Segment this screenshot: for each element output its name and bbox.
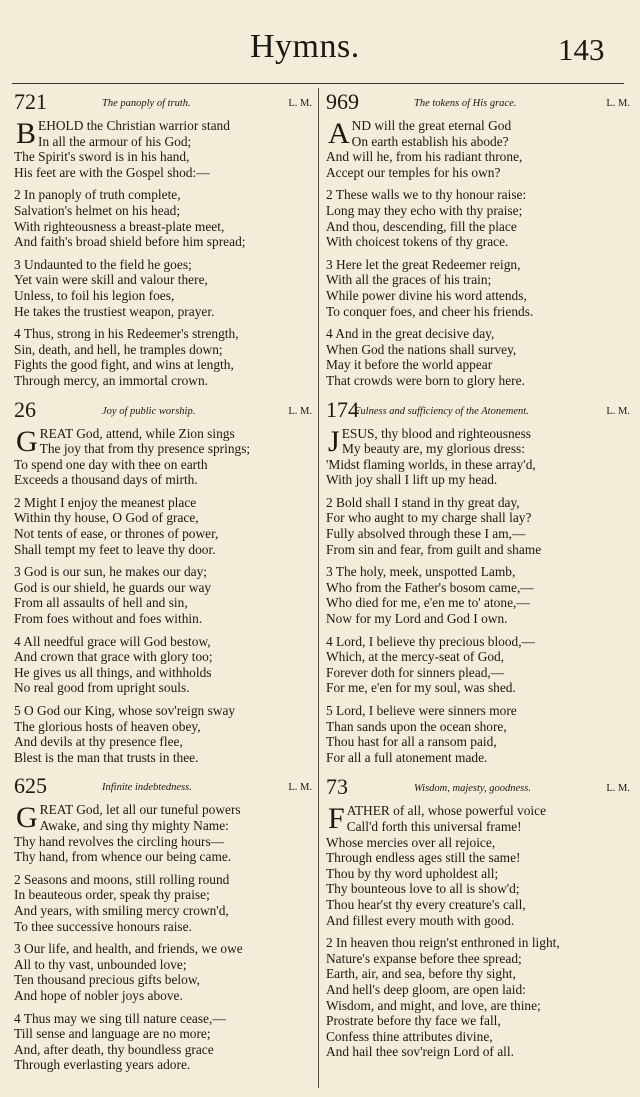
verse-line: Thy bounteous love to all is show'd;	[326, 881, 520, 897]
stanza	[14, 634, 312, 696]
verse-line: 5 Lord, I believe were sinners more	[326, 703, 517, 718]
hymn-header	[326, 396, 630, 426]
hymn-number: 625	[14, 773, 47, 799]
verse-line: And devils at thy presence flee,	[14, 734, 183, 750]
stanza	[14, 118, 312, 180]
verse-line: REAT God, let all our tuneful powers	[39, 802, 241, 818]
verse-line: Blest is the man that trusts in thee.	[14, 749, 199, 765]
stanza	[326, 495, 630, 557]
verse-line: And crown that grace with glory too;	[14, 649, 213, 665]
hymn	[326, 773, 630, 1060]
verse-line: The glorious hosts of heaven obey,	[14, 718, 201, 734]
hymn-number: 721	[14, 89, 47, 114]
stanza	[14, 495, 312, 557]
hymn-title: Infinite indebtedness.	[102, 782, 192, 794]
left-column	[14, 88, 312, 1080]
verse-line: Not tents of ease, or thrones of power,	[14, 526, 219, 542]
stanza	[14, 703, 312, 765]
hymn-header	[14, 772, 312, 802]
hymn-meter: L. M.	[288, 98, 312, 109]
hymn-title: Fulness and sufficiency of the Atonement.	[354, 405, 529, 417]
stanza	[14, 257, 312, 319]
verse-line: Fights the good fight, and wins at length,	[14, 357, 234, 373]
verse-line: While power divine his word attends,	[326, 287, 527, 303]
hymn-meter: L. M.	[288, 782, 312, 794]
stanza	[14, 872, 312, 934]
hymn	[326, 88, 630, 389]
verse-line: Accept our temples for his own?	[326, 164, 501, 180]
verse-line: For me, e'en for my soul, was shed.	[326, 680, 516, 696]
verse-line: With choicest tokens of thy grace.	[326, 234, 509, 250]
verse-line: And hail thee sov'reign Lord of all.	[326, 1044, 514, 1060]
page-header	[0, 0, 640, 90]
drop-cap: G	[16, 424, 38, 458]
verse-line: 4 All needful grace will God bestow,	[14, 633, 211, 649]
header-rule	[12, 83, 624, 84]
verse-line: To spend one day with thee on earth	[14, 456, 208, 472]
verse-line: Yet vain were skill and valour there,	[14, 272, 208, 288]
verse-line: 2 These walls we to thy honour raise:	[326, 187, 527, 203]
hymn-meter: L. M.	[606, 783, 630, 795]
hymn	[14, 396, 312, 766]
hymn	[14, 88, 312, 389]
drop-cap: B	[16, 117, 37, 150]
verse-line: EHOLD the Christian warrior stand	[38, 118, 230, 133]
hymn-title: The panoply of truth.	[102, 98, 191, 109]
verse-line: Long may they echo with thy praise;	[326, 202, 523, 218]
verse-line: Thou hear'st thy every creature's call,	[326, 896, 526, 912]
hymn-header	[14, 88, 312, 118]
verse-line: 4 And in the great decisive day,	[326, 326, 495, 342]
verse-line: Exceeds a thousand days of mirth.	[14, 472, 198, 488]
verse-line: And thou, descending, fill the place	[326, 218, 517, 234]
verse-line: 5 O God our King, whose sov'reign sway	[14, 703, 236, 718]
verse-line: 3 Our life, and health, and friends, we owe	[14, 941, 243, 957]
stanza	[14, 1011, 312, 1073]
hymn-number: 73	[326, 774, 348, 800]
verse-line: Than sands upon the ocean shore,	[326, 718, 507, 734]
verse-line: 'Midst flaming worlds, in these array'd,	[326, 456, 536, 472]
stanza	[326, 326, 630, 388]
drop-cap: J	[328, 424, 340, 458]
stanza	[326, 634, 630, 696]
verse-line: On earth establish his abode?	[351, 133, 509, 149]
hymn-meter: L. M.	[606, 98, 630, 109]
verse-line: 3 God is our sun, he makes our day;	[14, 564, 208, 580]
hymn	[14, 772, 312, 1073]
stanza	[14, 564, 312, 626]
verse-line: All to thy vast, unbounded love;	[14, 956, 187, 972]
verse-line: Thou hast for all a ransom paid,	[326, 734, 497, 750]
hymn-meter: L. M.	[288, 405, 312, 417]
verse-line: When God the nations shall survey,	[326, 341, 517, 357]
page-number: 143	[558, 32, 605, 67]
verse-line: For who aught to my charge shall lay?	[326, 510, 532, 526]
verse-line: Sin, death, and hell, he tramples down;	[14, 341, 223, 357]
verse-line: And faith's broad shield before him spread;	[14, 234, 246, 250]
verse-line: From foes without and foes within.	[14, 611, 203, 627]
verse-line: And hope of nobler joys above.	[14, 987, 183, 1003]
verse-line: He takes the trustiest weapon, prayer.	[14, 303, 215, 319]
verse-line: Who from the Father's bosom came,—	[326, 579, 534, 595]
stanza	[14, 426, 312, 488]
hymn-header	[326, 773, 630, 803]
verse-line: Ten thousand precious gifts below,	[14, 972, 200, 988]
hymn-title: The tokens of His grace.	[414, 98, 517, 109]
page-title: Hymns.	[250, 28, 360, 65]
hymn-title: Joy of public worship.	[102, 405, 196, 417]
stanza	[326, 118, 630, 180]
verse-line: From sin and fear, from guilt and shame	[326, 541, 542, 557]
verse-line: And will he, from his radiant throne,	[326, 149, 523, 165]
hymn-header	[326, 88, 630, 118]
drop-cap: A	[328, 117, 350, 150]
hymn	[326, 396, 630, 766]
verse-line: To thee successive honours raise.	[14, 918, 192, 934]
stanza	[326, 935, 630, 1060]
column-divider	[318, 88, 319, 1088]
verse-line: 2 Might I enjoy the meanest place	[14, 494, 197, 510]
stanza	[326, 703, 630, 765]
verse-line: 2 In heaven thou reign'st enthroned in light,	[326, 935, 560, 951]
verse-line: To conquer foes, and cheer his friends.	[326, 303, 534, 319]
verse-line: Call'd forth this universal frame!	[346, 818, 522, 834]
verse-line: ATHER of all, whose powerful voice	[346, 803, 547, 819]
verse-line: Unless, to foil his legion foes,	[14, 287, 175, 303]
verse-line: Confess thine attributes divine,	[326, 1028, 493, 1044]
verse-line: 3 The holy, meek, unspotted Lamb,	[326, 564, 516, 580]
verse-line: Shall tempt my feet to leave thy door.	[14, 541, 216, 557]
verse-line: Awake, and sing thy mighty Name:	[39, 817, 229, 833]
verse-line: Prostrate before thy face we fall,	[326, 1013, 501, 1029]
verse-line: May it before the world appear	[326, 357, 493, 373]
verse-line: Whose mercies over all rejoice,	[326, 834, 496, 850]
hymn-number: 969	[326, 89, 359, 114]
stanza	[326, 257, 630, 319]
stanza	[14, 941, 312, 1003]
hymn-title: Wisdom, majesty, goodness.	[414, 783, 531, 795]
verse-line: For all a full atonement made.	[326, 749, 488, 765]
verse-line: 2 Bold shall I stand in thy great day,	[326, 494, 520, 510]
stanza	[326, 803, 630, 928]
verse-line: Nature's expanse before thee spread;	[326, 950, 522, 966]
verse-line: From all assaults of hell and sin,	[14, 595, 188, 611]
hymn-meter: L. M.	[606, 405, 630, 417]
stanza	[14, 326, 312, 388]
stanza	[14, 802, 312, 864]
verse-line: 3 Undaunted to the field he goes;	[14, 256, 192, 272]
verse-line: His feet are with the Gospel shod:—	[14, 164, 210, 180]
verse-line: Which, at the mercy-seat of God,	[326, 649, 505, 665]
verse-line: Thy hand revolves the circling hours—	[14, 833, 225, 849]
verse-line: Fully absolved through these I am,—	[326, 526, 526, 542]
verse-line: And, after death, thy boundless grace	[14, 1041, 214, 1057]
verse-line: ND will the great eternal God	[351, 118, 512, 133]
hymn-header	[14, 396, 312, 426]
verse-line: That crowds were born to glory here.	[326, 372, 525, 388]
verse-line: The Spirit's sword is in his hand,	[14, 149, 190, 165]
right-column	[326, 88, 630, 1067]
verse-line: And years, with smiling mercy crown'd,	[14, 902, 229, 918]
verse-line: Wisdom, and might, and love, are thine;	[326, 997, 541, 1013]
verse-line: With all the graces of his train;	[326, 272, 492, 288]
verse-line: Forever doth for sinners plead,—	[326, 664, 505, 680]
verse-line: 4 Thus may we sing till nature cease,—	[14, 1010, 226, 1026]
verse-line: Within thy house, O God of grace,	[14, 510, 199, 526]
verse-line: 4 Lord, I believe thy precious blood,—	[326, 633, 535, 649]
verse-line: In beauteous order, speak thy praise;	[14, 887, 210, 903]
verse-line: Who died for me, e'en me to' atone,—	[326, 595, 530, 611]
verse-line: The joy that from thy presence springs;	[39, 441, 251, 457]
verse-line: Thy hand, from whence our being came.	[14, 849, 232, 865]
verse-line: 3 Here let the great Redeemer reign,	[326, 256, 521, 272]
verse-line: Salvation's helmet on his head;	[14, 202, 181, 218]
verse-line: In all the armour of his God;	[38, 133, 192, 149]
drop-cap: G	[16, 801, 38, 835]
verse-line: REAT God, attend, while Zion sings	[39, 425, 235, 441]
verse-line: Now for my Lord and God I own.	[326, 611, 508, 627]
verse-line: No real good from upright souls.	[14, 680, 190, 696]
verse-line: And fillest every mouth with good.	[326, 912, 515, 928]
verse-line: And hell's deep gloom, are open laid:	[326, 981, 526, 997]
verse-line: 4 Thus, strong in his Redeemer's strength,	[14, 326, 239, 342]
verse-line: He gives us all things, and withholds	[14, 664, 212, 680]
verse-line: With joy shall I lift up my head.	[326, 472, 498, 488]
stanza	[326, 187, 630, 249]
hymn-number: 174	[326, 396, 359, 422]
stanza	[14, 187, 312, 249]
verse-line: Till sense and language are no more;	[14, 1026, 211, 1042]
verse-line: Earth, air, and sea, before thy sight,	[326, 966, 516, 982]
verse-line: God is our shield, he guards our way	[14, 579, 212, 595]
verse-line: 2 In panoply of truth complete,	[14, 187, 181, 203]
stanza	[326, 564, 630, 626]
stanza	[326, 426, 630, 488]
verse-line: Thou by thy word upholdest all;	[326, 865, 499, 881]
verse-line: With righteousness a breast-plate meet,	[14, 218, 225, 234]
verse-line: Through endless ages still the same!	[326, 850, 521, 866]
drop-cap: F	[328, 802, 345, 836]
verse-line: Through everlasting years adore.	[14, 1057, 191, 1073]
verse-line: My beauty are, my glorious dress:	[342, 441, 525, 457]
verse-line: ESUS, thy blood and righteousness	[341, 425, 532, 441]
hymn-number: 26	[14, 396, 36, 422]
verse-line: Through mercy, an immortal crown.	[14, 372, 208, 388]
verse-line: 2 Seasons and moons, still rolling round	[14, 871, 230, 887]
